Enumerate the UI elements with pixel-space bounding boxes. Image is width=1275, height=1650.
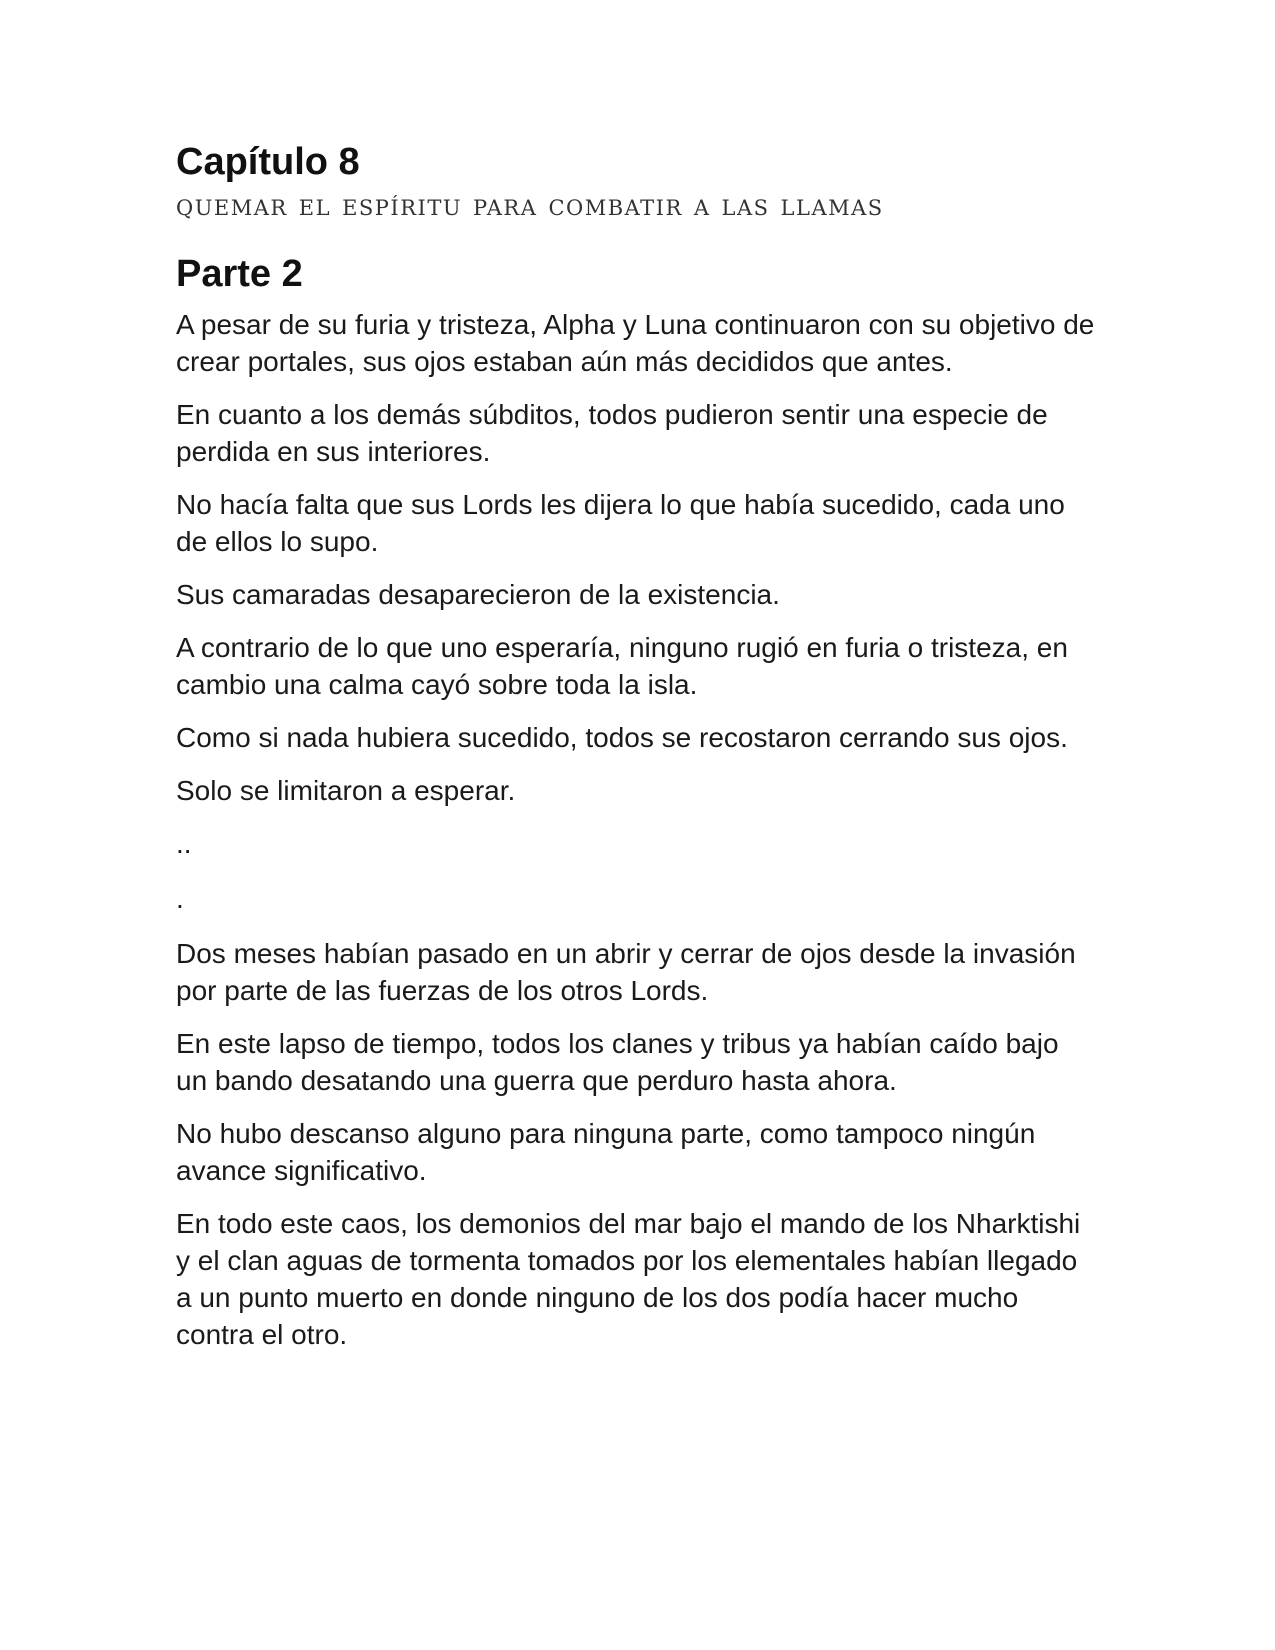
- paragraph: Dos meses habían pasado en un abrir y cerrar de ojos desde la invasión por parte de las fuerzas de los otros Lords.: [176, 938, 1076, 1006]
- chapter-body: [176, 306, 1096, 1353]
- paragraph: Como si nada hubiera sucedido, todos se recostaron cerrando sus ojos.: [176, 722, 1068, 753]
- scene-separator: .: [176, 883, 184, 914]
- paragraph: En este lapso de tiempo, todos los clanes y tribus ya habían caído bajo un bando desatando una guerra que perduro hasta ahora.: [176, 1028, 1059, 1096]
- chapter-subtitle: quemar el espíritu para combatir a las llamas: [176, 188, 884, 223]
- paragraph: Sus camaradas desaparecieron de la existencia.: [176, 579, 780, 610]
- paragraph: En cuanto a los demás súbditos, todos pudieron sentir una especie de perdida en sus interiores.: [176, 399, 1048, 467]
- paragraph: A contrario de lo que uno esperaría, ninguno rugió en furia o tristeza, en cambio una calma cayó sobre toda la isla.: [176, 632, 1068, 700]
- paragraph: No hacía falta que sus Lords les dijera lo que había sucedido, cada uno de ellos lo supo.: [176, 489, 1065, 557]
- paragraph: En todo este caos, los demonios del mar bajo el mando de los Nharktishi y el clan aguas de tormenta tomados por los elementales habían llegado a un punto muerto en donde ninguno de los dos podía hacer mucho contra el otro.: [176, 1208, 1081, 1350]
- document-page: [176, 140, 1096, 1369]
- paragraph: A pesar de su furia y tristeza, Alpha y Luna continuaron con su objetivo de crear portales, sus ojos estaban aún más decididos que antes.: [176, 309, 1095, 377]
- paragraph: Solo se limitaron a esperar.: [176, 775, 516, 806]
- chapter-title: Capítulo 8: [176, 141, 360, 183]
- scene-separator: ..: [176, 828, 192, 859]
- paragraph: No hubo descanso alguno para ninguna parte, como tampoco ningún avance significativo.: [176, 1118, 1036, 1186]
- part-title: Parte 2: [176, 253, 303, 295]
